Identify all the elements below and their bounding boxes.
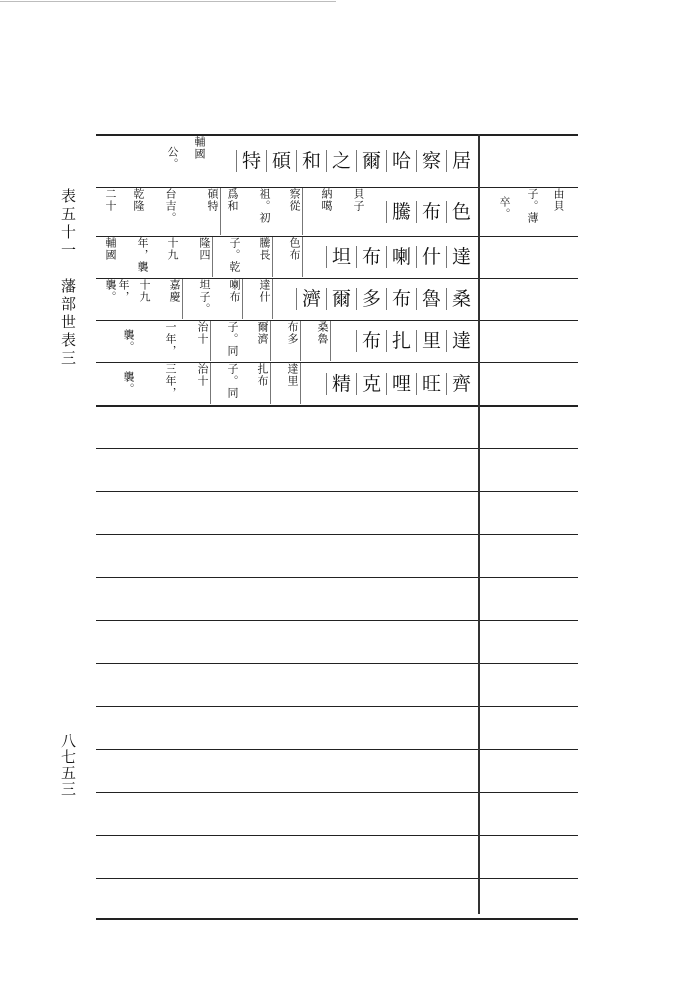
name-char: 和 xyxy=(296,150,326,172)
table-row xyxy=(98,363,476,404)
empty-row-rule xyxy=(96,878,578,879)
name-char: 察 xyxy=(416,150,446,172)
name-char: 碩 xyxy=(266,150,296,172)
name-char: 色 xyxy=(446,201,476,223)
table-row xyxy=(98,237,476,277)
name-char: 濟 xyxy=(296,288,326,310)
name-char: 桑 xyxy=(446,288,476,310)
name-char: 爾 xyxy=(356,150,386,172)
empty-row-rule xyxy=(96,792,578,793)
note-col: 貝子 xyxy=(352,188,365,212)
note-col: 由貝 xyxy=(552,188,565,212)
scan-edge-line xyxy=(0,1,336,2)
name-char: 達 xyxy=(446,246,476,268)
note-col: 年，襲 xyxy=(136,237,149,273)
note-col: 十九 xyxy=(138,279,151,303)
note-col: 子。乾 xyxy=(228,237,241,273)
name-char: 布 xyxy=(356,246,386,268)
name-char: 精 xyxy=(326,373,356,395)
name-char: 什 xyxy=(416,246,446,268)
person-name xyxy=(356,321,476,361)
name-char: 喇 xyxy=(386,246,416,268)
note-col: 十九 xyxy=(166,237,179,261)
empty-row-rule xyxy=(96,663,578,664)
column-divider xyxy=(478,134,480,914)
note-col: 爾濟 xyxy=(256,321,271,361)
table-bottom-rule xyxy=(96,918,578,920)
side-title: 表五十一 藩部世表三 xyxy=(59,188,77,368)
name-char: 齊 xyxy=(446,373,476,395)
note-col: 察從 xyxy=(288,188,303,235)
note-col: 襲。 xyxy=(122,371,135,395)
note-col: 納噶 xyxy=(320,188,333,212)
name-char: 之 xyxy=(326,150,356,172)
table-row xyxy=(98,321,476,361)
empty-row-rule xyxy=(96,448,578,449)
name-char: 里 xyxy=(416,330,446,352)
empty-row-rule xyxy=(96,749,578,750)
name-char: 多 xyxy=(356,288,386,310)
name-char: 哩 xyxy=(386,373,416,395)
note-col: 乾隆 xyxy=(132,188,145,212)
note-col: 達里 xyxy=(286,363,301,404)
person-name xyxy=(386,188,476,235)
empty-row-rule xyxy=(96,577,578,578)
note-col: 騰長 xyxy=(258,237,273,277)
name-char: 克 xyxy=(356,373,386,395)
empty-row-rule xyxy=(96,491,578,492)
note-col: 坦子。 xyxy=(198,279,211,315)
person-name xyxy=(296,279,476,319)
note-col: 子。同 xyxy=(226,363,239,399)
note-col: 卒。 xyxy=(498,196,511,220)
note-col: 三年， xyxy=(164,363,177,399)
name-char: 布 xyxy=(416,201,446,223)
name-char: 爾 xyxy=(326,288,356,310)
header-note: 公。 xyxy=(166,146,179,170)
table-row xyxy=(98,279,476,319)
empty-row-rule xyxy=(96,534,578,535)
row-rule xyxy=(96,405,578,407)
succession-note xyxy=(482,188,578,235)
note-col: 嘉慶 xyxy=(168,279,183,319)
name-char: 達 xyxy=(446,330,476,352)
name-char: 特 xyxy=(236,150,266,172)
note-col: 台吉。 xyxy=(164,188,177,224)
note-col: 色布 xyxy=(288,237,303,277)
note-col: 扎布 xyxy=(256,363,271,404)
note-col: 隆四 xyxy=(198,237,213,277)
name-char: 魯 xyxy=(416,288,446,310)
note-col: 治十 xyxy=(196,363,211,404)
name-char: 居 xyxy=(446,150,476,172)
empty-row-rule xyxy=(96,620,578,621)
name-char: 扎 xyxy=(386,330,416,352)
empty-row-rule xyxy=(96,835,578,836)
header-row xyxy=(98,136,476,186)
note-col: 爲和 xyxy=(226,188,239,212)
note-col: 子。薄 xyxy=(526,188,539,224)
person-name xyxy=(326,237,476,277)
note-col: 喇布 xyxy=(228,279,243,319)
note-col: 布多 xyxy=(286,321,301,361)
note-col: 襲。 xyxy=(122,329,135,353)
name-char: 坦 xyxy=(326,246,356,268)
note-col: 治十 xyxy=(196,321,211,361)
note-col: 一年， xyxy=(164,321,177,357)
table-row xyxy=(98,188,476,235)
note-col: 碩特 xyxy=(206,188,221,235)
name-char: 布 xyxy=(386,288,416,310)
header-note: 輔國 xyxy=(193,136,206,160)
name-char: 哈 xyxy=(386,150,416,172)
note-col: 子。同 xyxy=(226,321,239,357)
name-char: 布 xyxy=(356,330,386,352)
note-col: 二十 xyxy=(104,188,117,212)
note-col: 年，襲。 xyxy=(104,279,130,303)
note-col: 桑魯 xyxy=(316,321,331,361)
page-number: 八七五三 xyxy=(59,733,77,797)
person-name xyxy=(326,363,476,404)
note-col: 祖。初 xyxy=(258,188,271,224)
name-char: 旺 xyxy=(416,373,446,395)
empty-row-rule xyxy=(96,706,578,707)
name-char: 騰 xyxy=(386,201,416,223)
header-title xyxy=(236,136,476,186)
note-col: 輔國 xyxy=(104,237,117,261)
note-col: 達什 xyxy=(258,279,273,319)
